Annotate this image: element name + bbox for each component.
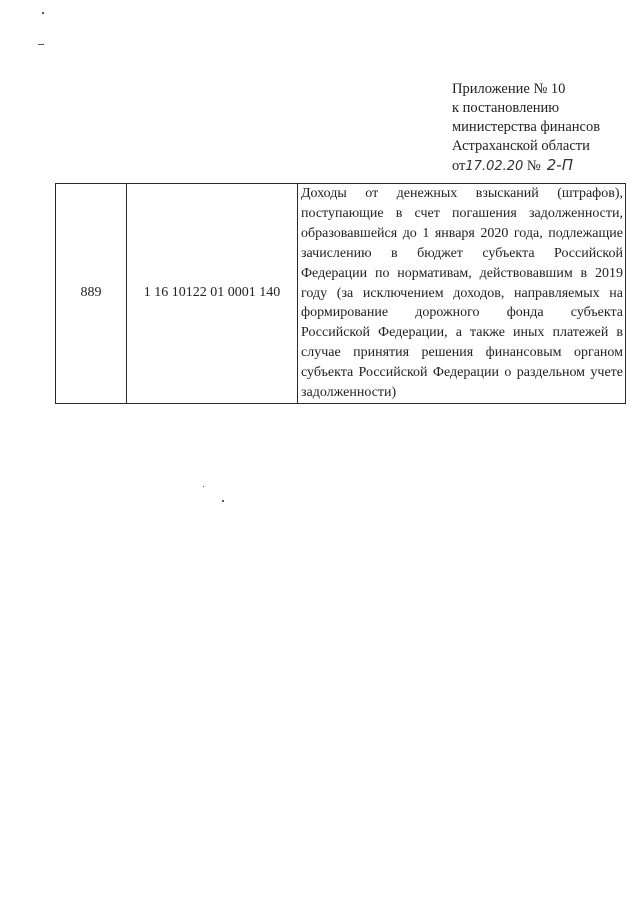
budget-classification-code-cell: 1 16 10122 01 0001 140 (127, 184, 298, 404)
revenue-description-cell (298, 184, 626, 404)
appendix-title: Приложение № 10 (452, 81, 566, 97)
admin-code-cell: 889 (56, 184, 127, 404)
handwritten-date: 17.02.20 (465, 159, 524, 174)
appendix-header (452, 80, 622, 176)
scan-speck (38, 44, 44, 45)
appendix-date-line (452, 156, 622, 176)
appendix-subtitle-line: к постановлению (452, 100, 560, 116)
scan-speck (222, 500, 224, 502)
budget-revenue-table (55, 183, 626, 404)
scan-speck (203, 486, 204, 487)
appendix-issuer-line: министерства финансов (452, 119, 601, 135)
appendix-region-line: Астраханской области (452, 138, 590, 154)
revenue-description-text: Доходы от денежных взысканий (штрафов), поступающие в счет погашения задолженности, образовавшейся до 1 января 2020 года, подлежащие зачислению в бюджет субъекта Российской Федерации по нормативам, действовавшим в 2019 году (за исключением доходов, направляемых на формирование дорожного фонда субъекта Российской Федерации, а также иных платежей в случае принятия решения финансовым органом субъекта Российской Федерации о раздельном учете задолженности) (301, 186, 623, 401)
scan-speck (42, 12, 44, 14)
handwritten-number: 2-П (546, 156, 574, 174)
number-sign: № (526, 158, 541, 174)
date-prefix: от (452, 158, 466, 174)
table-row (56, 184, 626, 404)
